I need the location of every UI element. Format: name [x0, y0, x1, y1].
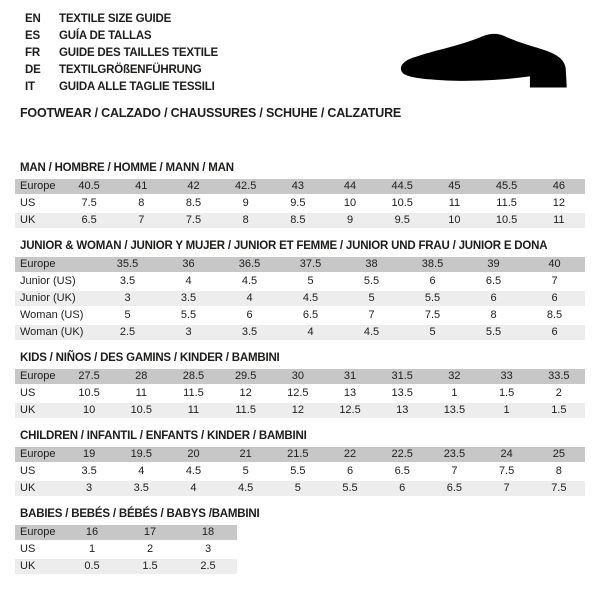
- table-row: [15, 195, 585, 212]
- size-value-cell: 8: [115, 195, 167, 212]
- size-value-cell: 1: [481, 402, 533, 419]
- size-value-cell: 6.5: [463, 273, 524, 290]
- size-value-cell: 3: [97, 290, 158, 307]
- size-value-cell: 1.5: [121, 558, 179, 575]
- size-value-cell: 28: [115, 369, 167, 385]
- size-value-cell: 10.5: [481, 212, 533, 229]
- row-label-cell: US: [15, 195, 63, 212]
- size-value-cell: 11.5: [220, 402, 272, 419]
- language-code: ES: [25, 30, 40, 42]
- row-label-cell: US: [15, 541, 63, 558]
- size-value-cell: 3.5: [63, 463, 115, 480]
- size-value-cell: 6: [376, 480, 428, 497]
- size-value-cell: 7.5: [402, 307, 463, 324]
- size-value-cell: 5: [97, 307, 158, 324]
- table-row: [15, 307, 585, 324]
- size-value-cell: 6.5: [280, 307, 341, 324]
- size-value-cell: 10.5: [63, 385, 115, 402]
- size-value-cell: 7.5: [167, 212, 219, 229]
- size-value-cell: 36.5: [219, 257, 280, 273]
- size-value-cell: 6: [524, 324, 585, 341]
- size-value-cell: 28.5: [167, 369, 219, 385]
- table-row: [15, 273, 585, 290]
- language-guide-title: TEXTILE SIZE GUIDE: [59, 13, 172, 25]
- size-value-cell: 2.5: [179, 558, 237, 575]
- size-value-cell: 20: [167, 447, 219, 463]
- size-value-cell: 5: [341, 290, 402, 307]
- size-value-cell: 10.5: [115, 402, 167, 419]
- size-value-cell: 6: [324, 463, 376, 480]
- size-value-cell: 17: [121, 525, 179, 541]
- table-row: [15, 558, 237, 575]
- size-table: [15, 257, 585, 342]
- table-row: [15, 463, 585, 480]
- size-value-cell: 4: [219, 290, 280, 307]
- size-value-cell: 6: [524, 290, 585, 307]
- size-value-cell: 4.5: [219, 273, 280, 290]
- size-value-cell: 5.5: [341, 273, 402, 290]
- language-code: IT: [25, 81, 35, 93]
- size-value-cell: 27.5: [63, 369, 115, 385]
- size-value-cell: 8: [533, 463, 585, 480]
- row-label-cell: UK: [15, 212, 63, 229]
- table-row: [15, 369, 585, 385]
- row-label-cell: Europe: [15, 179, 63, 195]
- size-value-cell: 25: [533, 447, 585, 463]
- size-value-cell: 12.5: [272, 385, 324, 402]
- category-title: FOOTWEAR / CALZADO / CHAUSSURES / SCHUHE / CALZATURE: [20, 106, 402, 120]
- row-label-cell: Europe: [15, 369, 63, 385]
- size-value-cell: 19.5: [115, 447, 167, 463]
- size-value-cell: 9: [220, 195, 272, 212]
- size-value-cell: 7: [428, 463, 480, 480]
- size-value-cell: 11.5: [481, 195, 533, 212]
- size-value-cell: 2: [533, 385, 585, 402]
- size-value-cell: 37.5: [280, 257, 341, 273]
- language-guide-title: GUÍA DE TALLAS: [59, 30, 152, 42]
- size-value-cell: 45: [428, 179, 480, 195]
- size-value-cell: 8: [220, 212, 272, 229]
- size-value-cell: 39: [463, 257, 524, 273]
- size-value-cell: 5.5: [158, 307, 219, 324]
- size-value-cell: 46: [533, 179, 585, 195]
- size-value-cell: 16: [63, 525, 121, 541]
- size-value-cell: 33.5: [533, 369, 585, 385]
- row-label-cell: UK: [15, 558, 63, 575]
- size-value-cell: 42: [167, 179, 219, 195]
- size-value-cell: 4: [158, 273, 219, 290]
- size-value-cell: 5.5: [402, 290, 463, 307]
- table-row: [15, 541, 237, 558]
- size-value-cell: 22.5: [376, 447, 428, 463]
- size-value-cell: 6: [463, 290, 524, 307]
- size-value-cell: 40.5: [63, 179, 115, 195]
- size-value-cell: 43: [272, 179, 324, 195]
- size-value-cell: 1.5: [533, 402, 585, 419]
- size-table: [15, 447, 585, 498]
- table-row: [15, 257, 585, 273]
- size-value-cell: 4.5: [220, 480, 272, 497]
- size-value-cell: 10: [63, 402, 115, 419]
- size-value-cell: 7: [524, 273, 585, 290]
- size-value-cell: 7: [115, 212, 167, 229]
- table-row: [15, 212, 585, 229]
- size-value-cell: 38: [341, 257, 402, 273]
- row-label-cell: UK: [15, 480, 63, 497]
- language-guide-title: GUIDA ALLE TAGLIE TESSILI: [59, 81, 215, 93]
- size-value-cell: 13.5: [428, 402, 480, 419]
- size-value-cell: 12.5: [324, 402, 376, 419]
- size-value-cell: 6.5: [428, 480, 480, 497]
- size-value-cell: 13.5: [376, 385, 428, 402]
- size-value-cell: 33: [481, 369, 533, 385]
- size-value-cell: 35.5: [97, 257, 158, 273]
- size-value-cell: 30: [272, 369, 324, 385]
- size-value-cell: 5: [402, 324, 463, 341]
- size-value-cell: 4: [167, 480, 219, 497]
- row-label-cell: US: [15, 385, 63, 402]
- size-value-cell: 3.5: [97, 273, 158, 290]
- table-row: [15, 480, 585, 497]
- size-value-cell: 1.5: [481, 385, 533, 402]
- size-value-cell: 5: [280, 273, 341, 290]
- size-value-cell: 29.5: [220, 369, 272, 385]
- language-code: EN: [25, 13, 41, 25]
- size-value-cell: 4.5: [280, 290, 341, 307]
- size-value-cell: 44.5: [376, 179, 428, 195]
- size-value-cell: 6: [219, 307, 280, 324]
- size-value-cell: 6.5: [376, 463, 428, 480]
- section-title: JUNIOR & WOMAN / JUNIOR Y MUJER / JUNIOR ET FEMME / JUNIOR UND FRAU / JUNIOR E DONA: [20, 240, 548, 252]
- size-value-cell: 11: [167, 402, 219, 419]
- size-value-cell: 7: [481, 480, 533, 497]
- size-value-cell: 5: [220, 463, 272, 480]
- size-value-cell: 4.5: [167, 463, 219, 480]
- size-value-cell: 11: [115, 385, 167, 402]
- size-value-cell: 45.5: [481, 179, 533, 195]
- size-section: [0, 162, 600, 230]
- table-row: [15, 525, 237, 541]
- language-guide-title: TEXTILGRÖßENFÜHRUNG: [59, 64, 202, 76]
- size-value-cell: 3.5: [219, 324, 280, 341]
- size-value-cell: 8.5: [167, 195, 219, 212]
- table-row: [15, 385, 585, 402]
- size-value-cell: 31: [324, 369, 376, 385]
- size-table: [15, 179, 585, 230]
- size-value-cell: 3: [179, 541, 237, 558]
- row-label-cell: US: [15, 463, 63, 480]
- row-label-cell: Junior (US): [15, 273, 97, 290]
- size-value-cell: 9.5: [376, 212, 428, 229]
- size-value-cell: 3.5: [115, 480, 167, 497]
- size-value-cell: 11.5: [167, 385, 219, 402]
- size-value-cell: 12: [533, 195, 585, 212]
- size-value-cell: 3: [63, 480, 115, 497]
- row-label-cell: Europe: [15, 257, 97, 273]
- size-value-cell: 40: [524, 257, 585, 273]
- size-value-cell: 21: [220, 447, 272, 463]
- size-value-cell: 1: [63, 541, 121, 558]
- size-value-cell: 10: [428, 212, 480, 229]
- size-value-cell: 6: [402, 273, 463, 290]
- size-section: [0, 508, 600, 576]
- size-value-cell: 0.5: [63, 558, 121, 575]
- size-value-cell: 10.5: [376, 195, 428, 212]
- size-value-cell: 4.5: [341, 324, 402, 341]
- section-title: CHILDREN / INFANTIL / ENFANTS / KINDER / BAMBINI: [20, 430, 307, 442]
- size-value-cell: 10: [324, 195, 376, 212]
- table-row: [15, 447, 585, 463]
- table-row: [15, 402, 585, 419]
- size-value-cell: 2: [121, 541, 179, 558]
- size-value-cell: 18: [179, 525, 237, 541]
- row-label-cell: Woman (UK): [15, 324, 97, 341]
- size-value-cell: 11: [428, 195, 480, 212]
- size-value-cell: 5.5: [463, 324, 524, 341]
- size-value-cell: 7.5: [63, 195, 115, 212]
- size-value-cell: 7: [341, 307, 402, 324]
- size-value-cell: 7.5: [533, 480, 585, 497]
- row-label-cell: Woman (US): [15, 307, 97, 324]
- size-value-cell: 38.5: [402, 257, 463, 273]
- size-value-cell: 24: [481, 447, 533, 463]
- size-value-cell: 32: [428, 369, 480, 385]
- table-row: [15, 324, 585, 341]
- size-value-cell: 22: [324, 447, 376, 463]
- size-value-cell: 21.5: [272, 447, 324, 463]
- size-section: [0, 240, 600, 342]
- row-label-cell: Europe: [15, 525, 63, 541]
- size-value-cell: 42.5: [220, 179, 272, 195]
- size-value-cell: 5.5: [272, 463, 324, 480]
- size-value-cell: 5: [272, 480, 324, 497]
- size-value-cell: 4: [115, 463, 167, 480]
- size-value-cell: 12: [272, 402, 324, 419]
- row-label-cell: UK: [15, 402, 63, 419]
- section-title: MAN / HOMBRE / HOMME / MANN / MAN: [20, 162, 234, 174]
- size-value-cell: 4: [280, 324, 341, 341]
- size-value-cell: 5.5: [324, 480, 376, 497]
- size-value-cell: 9: [324, 212, 376, 229]
- size-value-cell: 3: [158, 324, 219, 341]
- size-value-cell: 31.5: [376, 369, 428, 385]
- size-value-cell: 36: [158, 257, 219, 273]
- size-value-cell: 8.5: [524, 307, 585, 324]
- size-value-cell: 13: [376, 402, 428, 419]
- language-guide-title: GUIDE DES TAILLES TEXTILE: [59, 47, 218, 59]
- size-table: [15, 525, 237, 576]
- dress-shoe-icon: [395, 29, 579, 95]
- size-value-cell: 13: [324, 385, 376, 402]
- size-section: [0, 430, 600, 498]
- section-title: BABIES / BEBÉS / BÉBÉS / BABYS /BAMBINI: [20, 508, 260, 520]
- row-label-cell: Junior (UK): [15, 290, 97, 307]
- size-value-cell: 2.5: [97, 324, 158, 341]
- size-value-cell: 9.5: [272, 195, 324, 212]
- language-code: FR: [25, 47, 40, 59]
- size-section: [0, 352, 600, 420]
- size-value-cell: 12: [220, 385, 272, 402]
- size-value-cell: 41: [115, 179, 167, 195]
- size-value-cell: 23.5: [428, 447, 480, 463]
- section-title: KIDS / NIÑOS / DES GAMINS / KINDER / BAMBINI: [20, 352, 280, 364]
- size-table: [15, 369, 585, 420]
- size-value-cell: 3.5: [158, 290, 219, 307]
- size-sections: [0, 162, 600, 576]
- language-code: DE: [25, 64, 41, 76]
- size-value-cell: 1: [428, 385, 480, 402]
- row-label-cell: Europe: [15, 447, 63, 463]
- size-value-cell: 19: [63, 447, 115, 463]
- table-row: [15, 179, 585, 195]
- size-value-cell: 44: [324, 179, 376, 195]
- size-value-cell: 6.5: [63, 212, 115, 229]
- size-value-cell: 8: [463, 307, 524, 324]
- size-value-cell: 7.5: [481, 463, 533, 480]
- size-value-cell: 8.5: [272, 212, 324, 229]
- size-value-cell: 11: [533, 212, 585, 229]
- table-row: [15, 290, 585, 307]
- language-row: [0, 11, 600, 28]
